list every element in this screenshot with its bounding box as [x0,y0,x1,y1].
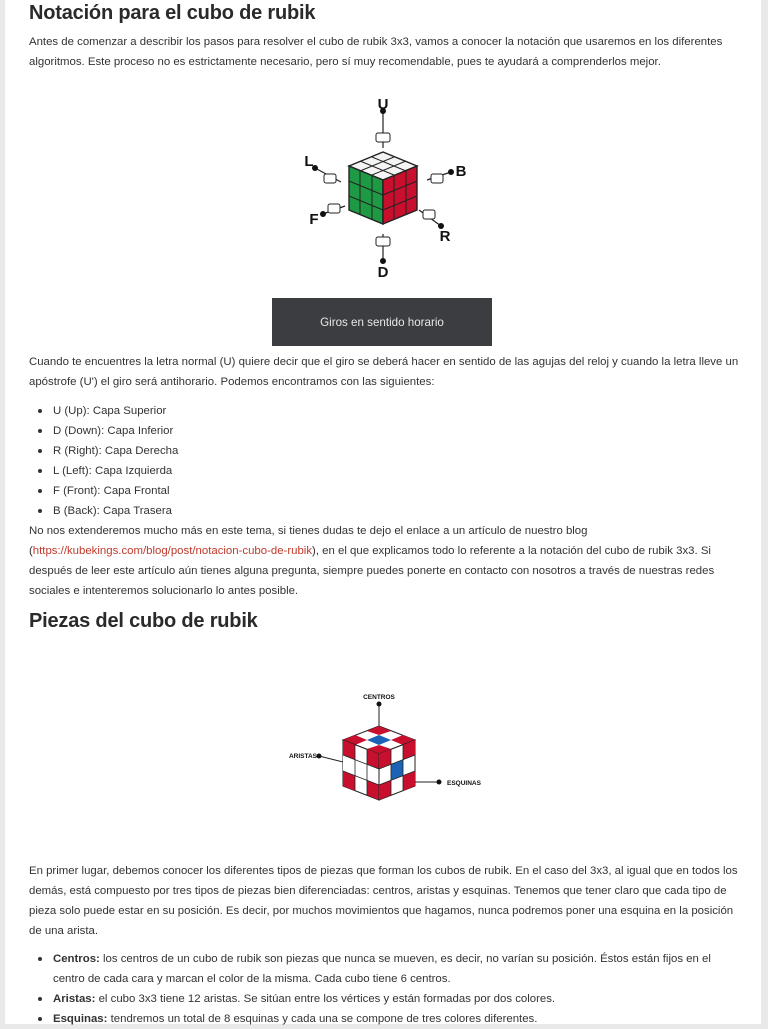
outro-text-after-link: ), en el que explicamos todo lo referente a la notación del cubo de rubik 3x3. Si después de leer este artículo aún tienes alguna pregunta, siempre puedes ponerte en contacto con nosotros a través de nuestras redes sociales e intenteremos solucionarlo lo antes posible. [29,545,715,597]
notation-intro-paragraph: Antes de comenzar a describir los pasos para resolver el cubo de rubik 3x3, vamos a conocer la notación que usaremos en los diferentes algoritmos. Este proceso no es estrictamente necesario, pero sí muy recomendable, pues te ayudará a comprenderlos mejor. [29,36,723,68]
list-item: F (Front): Capa Frontal [29,481,741,501]
section-title-notation: Notación para el cubo de rubik [29,2,316,24]
piece-term: Centros: [53,953,100,965]
section-title-pieces: Piezas del cubo de rubik [29,610,258,632]
figure-caption: Giros en sentido horario [272,298,492,346]
outro-text-before-link: No nos extenderemos mucho más en este tema, si tienes dudas te dejo el enlace a un artículo de nuestro blog ( [29,525,588,557]
list-item [29,989,741,1009]
label-aristas: ARISTAS [288,753,317,760]
label-f: F [309,211,319,228]
notation-outro-paragraph [29,521,741,601]
list-item: U (Up): Capa Superior [29,401,741,421]
piece-desc: el cubo 3x3 tiene 12 aristas. Se sitúan entre los vértices y están formadas por dos colores. [98,993,556,1005]
piece-term: Esquinas: [53,1013,108,1025]
label-centros: CENTROS [363,694,395,701]
list-item [29,949,741,989]
pieces-cube-diagram [281,690,491,808]
list-item: D (Down): Capa Inferior [29,421,741,441]
list-item [29,1009,741,1029]
list-item: B (Back): Capa Trasera [29,501,741,521]
piece-term: Aristas: [53,993,96,1005]
notation-list [29,401,741,521]
blog-link[interactable]: https://kubekings.com/blog/post/notacion-cubo-de-rubik [32,545,313,557]
piece-desc: los centros de un cubo de rubik son piezas que nunca se mueven, es decir, no varían su posición. Éstos están fijos en el centro de cada cara y marcan el color de la misma. Cada cubo tiene 6 centros. [53,953,711,985]
label-l: L [304,153,314,170]
piece-desc: tendremos un total de 8 esquinas y cada una se compone de tres colores diferentes. [110,1013,538,1025]
pieces-list [29,949,741,1029]
list-item: L (Left): Capa Izquierda [29,461,741,481]
label-u: U [377,96,389,113]
pieces-intro-paragraph: En primer lugar, debemos conocer los diferentes tipos de piezas que forman los cubos de rubik. En el caso del 3x3, al igual que en todos los demás, está compuesto por tres tipos de piezas bien diferenciadas: centros, aristas y esquinas. Tenemos que tener claro que cada tipo de pieza solo puede estar en su posición. Es decir, por muchos movimientos que hagamos, nunca podremos poner una esquina en la posición de una arista. [29,865,738,937]
article-card [5,0,761,1024]
label-d: D [377,264,389,281]
notation-explanation-paragraph: Cuando te encuentres la letra normal (U) quiere decir que el giro se deberá hacer en sentido de las agujas del reloj y cuando la letra lleve un apóstrofe (U') el giro será antihorario. Podemos encontramos con las siguientes: [29,356,739,388]
notation-cube-diagram [295,96,465,282]
label-esquinas: ESQUINAS [447,780,481,787]
list-item: R (Right): Capa Derecha [29,441,741,461]
label-b: B [455,163,467,180]
label-r: R [439,228,451,245]
